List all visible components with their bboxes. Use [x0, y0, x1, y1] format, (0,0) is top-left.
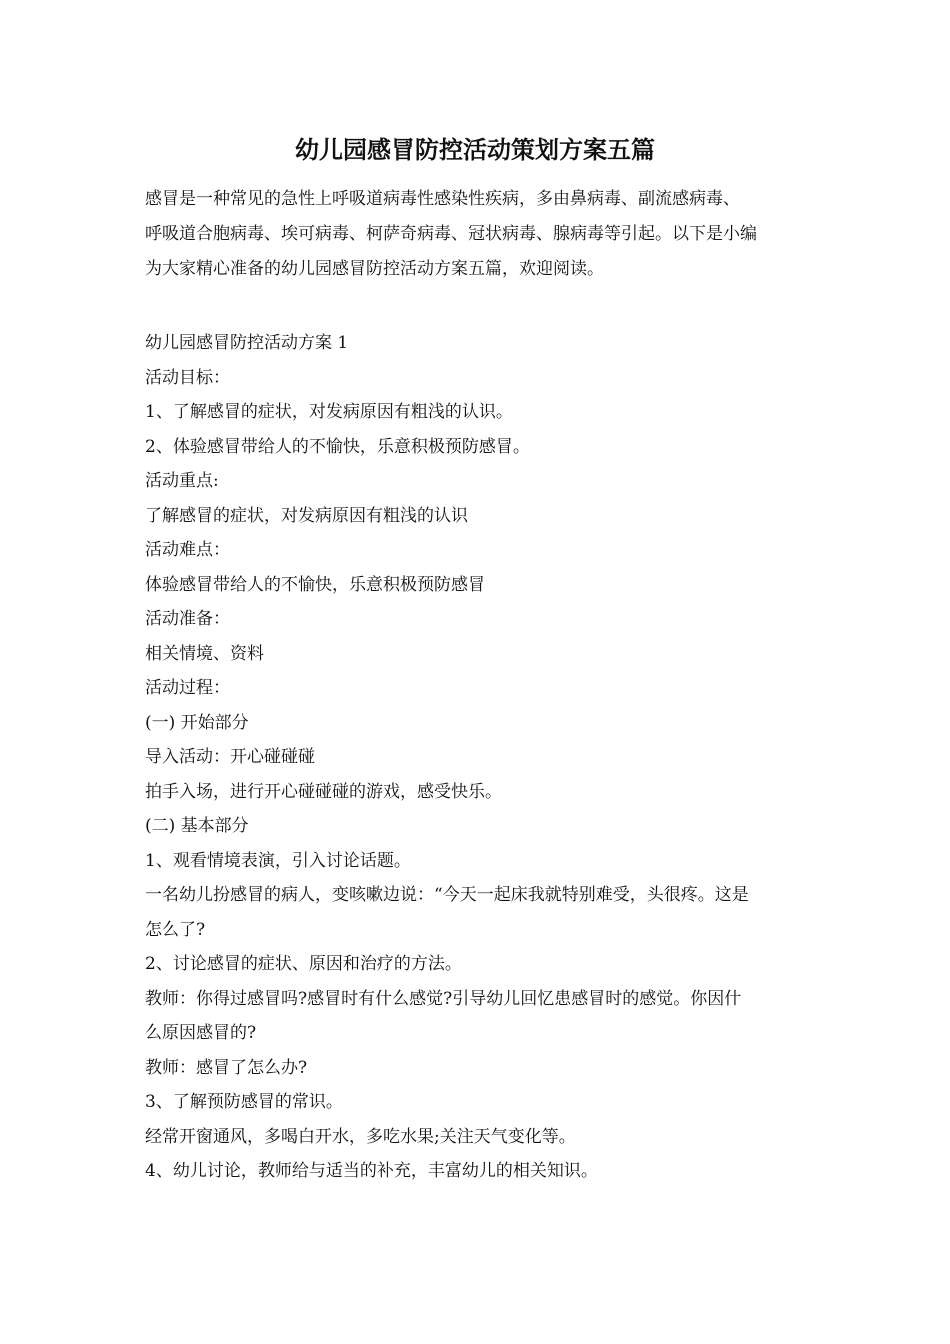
text-line: 1、了解感冒的症状，对发病原因有粗浅的认识。 [145, 402, 513, 422]
text-line: (一) 开始部分 [145, 712, 249, 733]
text-line: 怎么了? [145, 919, 206, 940]
text-line: 1、观看情境表演，引入讨论话题。 [145, 850, 411, 871]
text-line: 活动目标： [145, 367, 230, 388]
text-line: 拍手入场，进行开心碰碰碰的游戏，感受快乐。 [145, 781, 502, 802]
text-line: 2、讨论感冒的症状、原因和治疗的方法。 [145, 954, 462, 974]
text-line: 经常开窗通风，多喝白开水，多吃水果;关注天气变化等。 [145, 1126, 576, 1147]
intro-line: 呼吸道合胞病毒、埃可病毒、柯萨奇病毒、冠状病毒、腺病毒等引起。以下是小编 [145, 224, 757, 244]
text-line: 相关情境、资料 [145, 643, 264, 664]
intro-line: 为大家精心准备的幼儿园感冒防控活动方案五篇，欢迎阅读。 [145, 259, 604, 279]
text-line: (二) 基本部分 [145, 816, 249, 836]
text-line: 么原因感冒的? [145, 1023, 257, 1043]
document-body [145, 326, 813, 1189]
document-title: 幼儿园感冒防控活动策划方案五篇 [295, 135, 655, 164]
text-line: 活动过程： [145, 678, 230, 698]
text-line: 活动重点: [145, 471, 219, 491]
intro-line: 感冒是一种常见的急性上呼吸道病毒性感染性疾病，多由鼻病毒、副流感病毒、 [145, 189, 740, 209]
text-line: 教师：你得过感冒吗?感冒时有什么感觉?引导幼儿回忆患感冒时的感觉。你因什 [145, 988, 742, 1009]
text-line: 了解感冒的症状，对发病原因有粗浅的认识 [145, 505, 468, 526]
text-line: 一名幼儿扮感冒的病人，变咳嗽边说：“今天一起床我就特别难受，头很疼。这是 [145, 885, 749, 905]
text-line: 活动准备： [145, 609, 230, 629]
section-heading: 幼儿园感冒防控活动方案 1 [145, 333, 349, 353]
text-line: 2、体验感冒带给人的不愉快，乐意积极预防感冒。 [145, 436, 530, 457]
text-line: 3、了解预防感冒的常识。 [145, 1092, 343, 1112]
text-line: 导入活动：开心碰碰碰 [145, 747, 315, 767]
text-line: 4、幼儿讨论，教师给与适当的补充，丰富幼儿的相关知识。 [145, 1161, 598, 1181]
text-line: 活动难点： [145, 540, 230, 560]
text-line: 体验感冒带给人的不愉快，乐意积极预防感冒 [145, 574, 485, 595]
text-line: 教师：感冒了怎么办? [145, 1057, 308, 1078]
intro-paragraph [145, 182, 813, 287]
